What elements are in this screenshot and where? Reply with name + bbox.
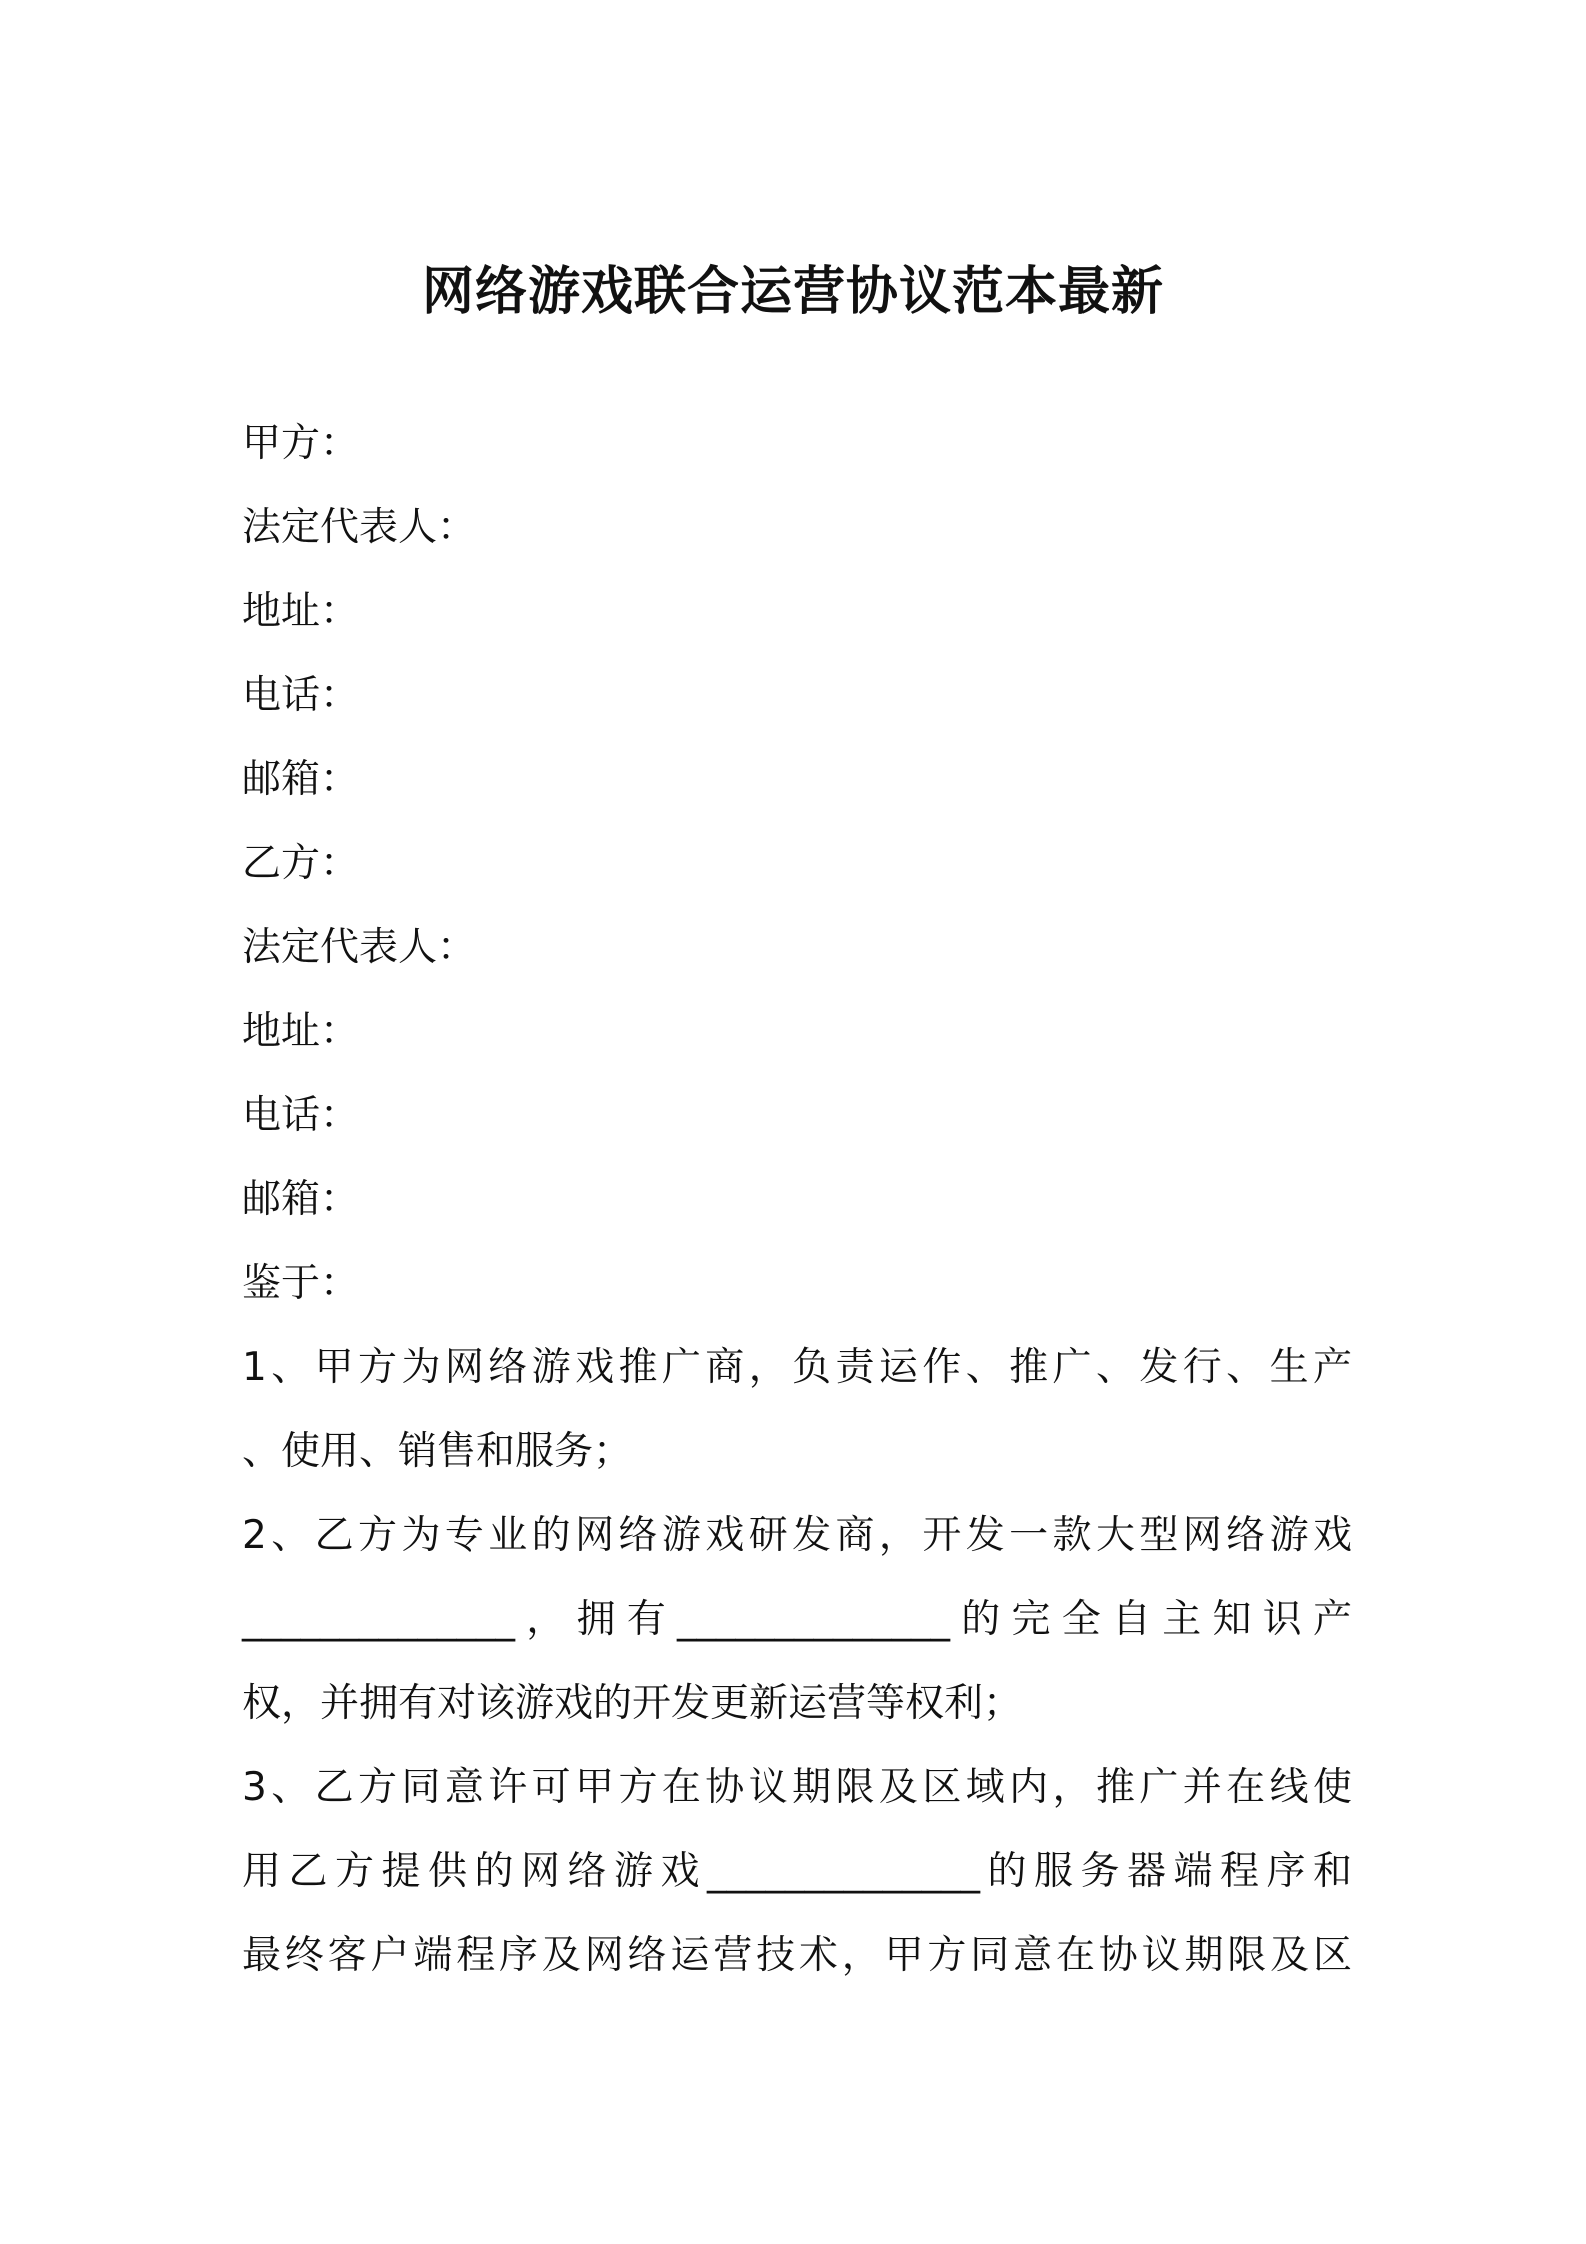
party-a-phone-label: 电话： (242, 673, 360, 718)
document-title: 网络游戏联合运营协议范本最新 (421, 262, 1164, 322)
document-body (242, 402, 1352, 1998)
party-b-label: 乙方： (242, 841, 360, 886)
whereas-heading: 鉴于： (242, 1261, 360, 1306)
clause-3-line-2: 用乙方提供的网络游戏______________的服务器端程序和 (242, 1849, 1352, 1894)
clause-2-line-1: 2、乙方为专业的网络游戏研发商，开发一款大型网络游戏 (242, 1513, 1352, 1558)
party-a-representative-label: 法定代表人： (242, 505, 477, 550)
clause-1-line-2: 、使用、销售和服务； (242, 1429, 633, 1474)
clause-3-line-3: 最终客户端程序及网络运营技术，甲方同意在协议期限及区 (242, 1933, 1352, 1978)
clause-2-line-3: 权，并拥有对该游戏的开发更新运营等权利； (242, 1681, 1023, 1726)
clause-2-line-2: ______________，拥有______________的完全自主知识产 (242, 1597, 1352, 1642)
clause-3-line-1: 3、乙方同意许可甲方在协议期限及区域内，推广并在线使 (242, 1765, 1352, 1810)
clause-1-line-1: 1、甲方为网络游戏推广商，负责运作、推广、发行、生产 (242, 1345, 1352, 1390)
party-b-representative-label: 法定代表人： (242, 925, 477, 970)
party-b-phone-label: 电话： (242, 1093, 360, 1138)
party-a-email-label: 邮箱： (242, 757, 360, 802)
party-b-address-label: 地址： (242, 1009, 360, 1054)
party-a-address-label: 地址： (242, 589, 360, 634)
party-a-label: 甲方： (242, 421, 360, 466)
party-b-email-label: 邮箱： (242, 1177, 360, 1222)
